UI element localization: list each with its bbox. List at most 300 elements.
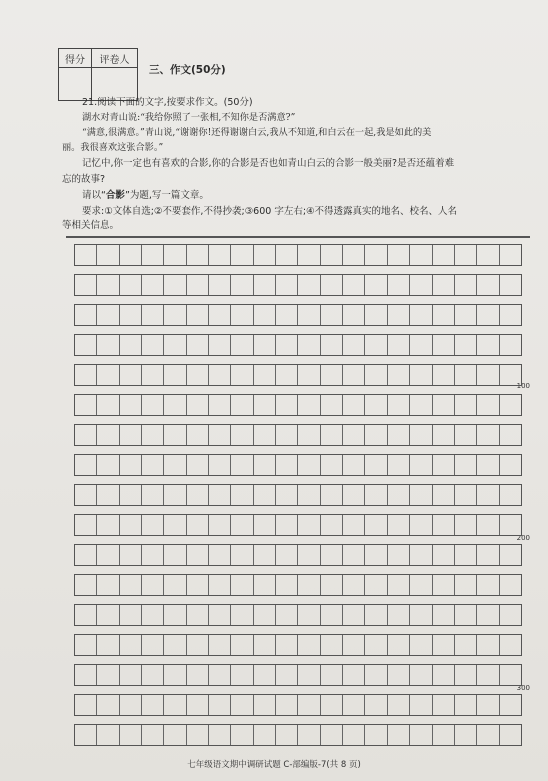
grid-cell[interactable] xyxy=(500,515,521,535)
grid-cell[interactable] xyxy=(410,275,432,295)
grid-cell[interactable] xyxy=(433,665,455,685)
grid-cell[interactable] xyxy=(231,365,253,385)
grid-cell[interactable] xyxy=(254,665,276,685)
grid-cell[interactable] xyxy=(254,515,276,535)
grid-cell[interactable] xyxy=(477,335,499,355)
grid-cell[interactable] xyxy=(298,395,320,415)
grid-cell[interactable] xyxy=(365,395,387,415)
grid-cell[interactable] xyxy=(97,395,119,415)
grid-cell[interactable] xyxy=(231,575,253,595)
grid-cell[interactable] xyxy=(343,515,365,535)
grid-cell[interactable] xyxy=(75,305,97,325)
grid-cell[interactable] xyxy=(365,635,387,655)
grid-cell[interactable] xyxy=(120,545,142,565)
grid-cell[interactable] xyxy=(410,695,432,715)
grid-cell[interactable] xyxy=(231,455,253,475)
grid-cell[interactable] xyxy=(142,455,164,475)
grid-cell[interactable] xyxy=(164,485,186,505)
grid-cell[interactable] xyxy=(455,695,477,715)
grid-cell[interactable] xyxy=(120,305,142,325)
grid-cell[interactable] xyxy=(477,305,499,325)
grid-cell[interactable] xyxy=(120,335,142,355)
grid-cell[interactable] xyxy=(410,725,432,745)
grid-cell[interactable] xyxy=(298,305,320,325)
grid-cell[interactable] xyxy=(477,515,499,535)
grid-cell[interactable] xyxy=(187,485,209,505)
grid-cell[interactable] xyxy=(410,635,432,655)
grid-cell[interactable] xyxy=(321,305,343,325)
grid-cell[interactable] xyxy=(142,695,164,715)
grid-cell[interactable] xyxy=(187,365,209,385)
grid-cell[interactable] xyxy=(343,305,365,325)
grid-cell[interactable] xyxy=(500,575,521,595)
grid-cell[interactable] xyxy=(455,545,477,565)
grid-cell[interactable] xyxy=(187,665,209,685)
grid-cell[interactable] xyxy=(388,515,410,535)
grid-cell[interactable] xyxy=(209,575,231,595)
grid-cell[interactable] xyxy=(164,665,186,685)
grid-cell[interactable] xyxy=(433,365,455,385)
grid-cell[interactable] xyxy=(75,545,97,565)
grid-cell[interactable] xyxy=(142,305,164,325)
grid-cell[interactable] xyxy=(231,665,253,685)
grid-cell[interactable] xyxy=(120,275,142,295)
grid-cell[interactable] xyxy=(97,635,119,655)
grid-cell[interactable] xyxy=(97,545,119,565)
grid-cell[interactable] xyxy=(343,365,365,385)
grid-cell[interactable] xyxy=(321,515,343,535)
grid-cell[interactable] xyxy=(343,545,365,565)
grid-cell[interactable] xyxy=(298,275,320,295)
grid-cell[interactable] xyxy=(209,395,231,415)
grid-cell[interactable] xyxy=(477,245,499,265)
grid-cell[interactable] xyxy=(120,695,142,715)
grid-cell[interactable] xyxy=(321,635,343,655)
grid-cell[interactable] xyxy=(120,725,142,745)
grid-cell[interactable] xyxy=(75,245,97,265)
grid-cell[interactable] xyxy=(388,695,410,715)
grid-cell[interactable] xyxy=(477,425,499,445)
grid-cell[interactable] xyxy=(231,275,253,295)
grid-cell[interactable] xyxy=(365,545,387,565)
grid-cell[interactable] xyxy=(142,725,164,745)
grid-cell[interactable] xyxy=(142,605,164,625)
grid-cell[interactable] xyxy=(120,365,142,385)
grid-cell[interactable] xyxy=(343,605,365,625)
grid-cell[interactable] xyxy=(254,545,276,565)
grid-cell[interactable] xyxy=(97,725,119,745)
grid-cell[interactable] xyxy=(209,425,231,445)
grid-cell[interactable] xyxy=(164,515,186,535)
grid-cell[interactable] xyxy=(298,245,320,265)
grid-cell[interactable] xyxy=(75,455,97,475)
grid-cell[interactable] xyxy=(365,365,387,385)
grid-cell[interactable] xyxy=(388,665,410,685)
grid-cell[interactable] xyxy=(276,395,298,415)
grid-cell[interactable] xyxy=(321,275,343,295)
grid-cell[interactable] xyxy=(120,395,142,415)
grid-cell[interactable] xyxy=(477,365,499,385)
grid-cell[interactable] xyxy=(321,485,343,505)
grid-cell[interactable] xyxy=(433,485,455,505)
grid-cell[interactable] xyxy=(343,635,365,655)
grid-cell[interactable] xyxy=(209,725,231,745)
grid-cell[interactable] xyxy=(164,545,186,565)
grid-cell[interactable] xyxy=(209,635,231,655)
grid-cell[interactable] xyxy=(209,305,231,325)
grid-cell[interactable] xyxy=(455,455,477,475)
grid-cell[interactable] xyxy=(142,335,164,355)
grid-cell[interactable] xyxy=(276,335,298,355)
grid-cell[interactable] xyxy=(97,605,119,625)
grid-cell[interactable] xyxy=(142,515,164,535)
grid-cell[interactable] xyxy=(500,545,521,565)
grid-cell[interactable] xyxy=(388,575,410,595)
grid-cell[interactable] xyxy=(388,455,410,475)
grid-cell[interactable] xyxy=(433,425,455,445)
grid-cell[interactable] xyxy=(298,515,320,535)
grid-cell[interactable] xyxy=(209,665,231,685)
grid-cell[interactable] xyxy=(75,665,97,685)
grid-cell[interactable] xyxy=(254,275,276,295)
grid-cell[interactable] xyxy=(321,395,343,415)
grid-cell[interactable] xyxy=(500,485,521,505)
grid-cell[interactable] xyxy=(75,725,97,745)
grid-cell[interactable] xyxy=(410,395,432,415)
grid-cell[interactable] xyxy=(388,635,410,655)
grid-cell[interactable] xyxy=(343,485,365,505)
grid-cell[interactable] xyxy=(209,485,231,505)
grid-cell[interactable] xyxy=(164,455,186,475)
grid-cell[interactable] xyxy=(365,725,387,745)
grid-cell[interactable] xyxy=(298,335,320,355)
grid-cell[interactable] xyxy=(142,395,164,415)
grid-cell[interactable] xyxy=(298,695,320,715)
grid-cell[interactable] xyxy=(410,665,432,685)
grid-cell[interactable] xyxy=(164,245,186,265)
grid-cell[interactable] xyxy=(254,365,276,385)
grid-cell[interactable] xyxy=(276,575,298,595)
grid-cell[interactable] xyxy=(254,425,276,445)
grid-cell[interactable] xyxy=(500,305,521,325)
grid-cell[interactable] xyxy=(455,395,477,415)
grid-cell[interactable] xyxy=(231,485,253,505)
grid-cell[interactable] xyxy=(410,305,432,325)
grid-cell[interactable] xyxy=(500,395,521,415)
grid-cell[interactable] xyxy=(433,305,455,325)
grid-cell[interactable] xyxy=(187,275,209,295)
grid-cell[interactable] xyxy=(97,485,119,505)
grid-cell[interactable] xyxy=(120,575,142,595)
grid-cell[interactable] xyxy=(209,245,231,265)
grid-cell[interactable] xyxy=(164,425,186,445)
grid-cell[interactable] xyxy=(298,545,320,565)
grid-cell[interactable] xyxy=(388,605,410,625)
grid-cell[interactable] xyxy=(120,515,142,535)
grid-cell[interactable] xyxy=(298,635,320,655)
grid-cell[interactable] xyxy=(254,725,276,745)
grid-cell[interactable] xyxy=(365,575,387,595)
grid-cell[interactable] xyxy=(433,725,455,745)
grid-cell[interactable] xyxy=(365,605,387,625)
grid-cell[interactable] xyxy=(276,425,298,445)
grid-cell[interactable] xyxy=(75,515,97,535)
grid-cell[interactable] xyxy=(343,575,365,595)
grid-cell[interactable] xyxy=(120,455,142,475)
grid-cell[interactable] xyxy=(410,455,432,475)
grid-cell[interactable] xyxy=(433,275,455,295)
grid-cell[interactable] xyxy=(209,455,231,475)
grid-cell[interactable] xyxy=(410,515,432,535)
grid-cell[interactable] xyxy=(231,515,253,535)
grid-cell[interactable] xyxy=(455,515,477,535)
grid-cell[interactable] xyxy=(455,305,477,325)
grid-cell[interactable] xyxy=(321,575,343,595)
grid-cell[interactable] xyxy=(276,305,298,325)
grid-cell[interactable] xyxy=(455,725,477,745)
grid-cell[interactable] xyxy=(455,245,477,265)
grid-cell[interactable] xyxy=(120,665,142,685)
grid-cell[interactable] xyxy=(209,605,231,625)
grid-cell[interactable] xyxy=(276,245,298,265)
grid-cell[interactable] xyxy=(97,515,119,535)
grid-cell[interactable] xyxy=(455,335,477,355)
grid-cell[interactable] xyxy=(321,455,343,475)
grid-cell[interactable] xyxy=(231,245,253,265)
grid-cell[interactable] xyxy=(209,275,231,295)
grid-cell[interactable] xyxy=(365,425,387,445)
grid-cell[interactable] xyxy=(142,545,164,565)
grid-cell[interactable] xyxy=(276,515,298,535)
grid-cell[interactable] xyxy=(455,425,477,445)
grid-cell[interactable] xyxy=(254,455,276,475)
grid-cell[interactable] xyxy=(321,335,343,355)
grid-cell[interactable] xyxy=(97,665,119,685)
grid-cell[interactable] xyxy=(75,605,97,625)
grid-cell[interactable] xyxy=(388,365,410,385)
grid-cell[interactable] xyxy=(410,365,432,385)
grid-cell[interactable] xyxy=(433,605,455,625)
grid-cell[interactable] xyxy=(75,335,97,355)
grid-cell[interactable] xyxy=(298,455,320,475)
grid-cell[interactable] xyxy=(321,245,343,265)
grid-cell[interactable] xyxy=(388,245,410,265)
grid-cell[interactable] xyxy=(388,305,410,325)
grid-cell[interactable] xyxy=(187,455,209,475)
grid-cell[interactable] xyxy=(477,725,499,745)
grid-cell[interactable] xyxy=(433,545,455,565)
grid-cell[interactable] xyxy=(388,545,410,565)
grid-cell[interactable] xyxy=(231,395,253,415)
grid-cell[interactable] xyxy=(477,455,499,475)
grid-cell[interactable] xyxy=(187,695,209,715)
grid-cell[interactable] xyxy=(187,545,209,565)
grid-cell[interactable] xyxy=(276,605,298,625)
grid-cell[interactable] xyxy=(97,425,119,445)
grid-cell[interactable] xyxy=(187,335,209,355)
grid-cell[interactable] xyxy=(410,335,432,355)
grid-cell[interactable] xyxy=(433,515,455,535)
grid-cell[interactable] xyxy=(477,395,499,415)
grid-cell[interactable] xyxy=(321,425,343,445)
grid-cell[interactable] xyxy=(477,545,499,565)
grid-cell[interactable] xyxy=(120,485,142,505)
grid-cell[interactable] xyxy=(187,425,209,445)
grid-cell[interactable] xyxy=(164,605,186,625)
grid-cell[interactable] xyxy=(187,605,209,625)
grid-cell[interactable] xyxy=(97,305,119,325)
grid-cell[interactable] xyxy=(298,425,320,445)
grid-cell[interactable] xyxy=(298,365,320,385)
grid-cell[interactable] xyxy=(388,425,410,445)
grid-cell[interactable] xyxy=(343,695,365,715)
grid-cell[interactable] xyxy=(164,395,186,415)
grid-cell[interactable] xyxy=(97,575,119,595)
grid-cell[interactable] xyxy=(321,665,343,685)
grid-cell[interactable] xyxy=(455,605,477,625)
grid-cell[interactable] xyxy=(410,425,432,445)
grid-cell[interactable] xyxy=(298,725,320,745)
grid-cell[interactable] xyxy=(164,305,186,325)
grid-cell[interactable] xyxy=(75,485,97,505)
grid-cell[interactable] xyxy=(276,695,298,715)
grid-cell[interactable] xyxy=(410,605,432,625)
grid-cell[interactable] xyxy=(254,395,276,415)
grid-cell[interactable] xyxy=(75,275,97,295)
grid-cell[interactable] xyxy=(500,425,521,445)
grid-cell[interactable] xyxy=(276,365,298,385)
grid-cell[interactable] xyxy=(276,725,298,745)
grid-cell[interactable] xyxy=(500,725,521,745)
grid-cell[interactable] xyxy=(120,605,142,625)
grid-cell[interactable] xyxy=(231,635,253,655)
grid-cell[interactable] xyxy=(164,365,186,385)
grid-cell[interactable] xyxy=(500,365,521,385)
grid-cell[interactable] xyxy=(276,455,298,475)
grid-cell[interactable] xyxy=(433,395,455,415)
grid-cell[interactable] xyxy=(500,455,521,475)
grid-cell[interactable] xyxy=(343,725,365,745)
grid-cell[interactable] xyxy=(410,245,432,265)
grid-cell[interactable] xyxy=(164,695,186,715)
grid-cell[interactable] xyxy=(254,695,276,715)
grid-cell[interactable] xyxy=(455,365,477,385)
grid-cell[interactable] xyxy=(500,245,521,265)
grid-cell[interactable] xyxy=(75,635,97,655)
grid-cell[interactable] xyxy=(254,605,276,625)
grid-cell[interactable] xyxy=(455,575,477,595)
grid-cell[interactable] xyxy=(97,335,119,355)
grid-cell[interactable] xyxy=(209,365,231,385)
grid-cell[interactable] xyxy=(433,455,455,475)
grid-cell[interactable] xyxy=(254,305,276,325)
grid-cell[interactable] xyxy=(477,485,499,505)
grid-cell[interactable] xyxy=(388,335,410,355)
grid-cell[interactable] xyxy=(500,665,521,685)
grid-cell[interactable] xyxy=(231,725,253,745)
grid-cell[interactable] xyxy=(97,695,119,715)
grid-cell[interactable] xyxy=(365,275,387,295)
grid-cell[interactable] xyxy=(187,395,209,415)
grid-cell[interactable] xyxy=(142,245,164,265)
grid-cell[interactable] xyxy=(388,485,410,505)
grid-cell[interactable] xyxy=(477,275,499,295)
grid-cell[interactable] xyxy=(276,545,298,565)
grid-cell[interactable] xyxy=(388,275,410,295)
grid-cell[interactable] xyxy=(321,605,343,625)
grid-cell[interactable] xyxy=(187,725,209,745)
grid-cell[interactable] xyxy=(187,575,209,595)
grid-cell[interactable] xyxy=(365,335,387,355)
grid-cell[interactable] xyxy=(477,665,499,685)
grid-cell[interactable] xyxy=(433,335,455,355)
grid-cell[interactable] xyxy=(433,575,455,595)
grid-cell[interactable] xyxy=(97,365,119,385)
grid-cell[interactable] xyxy=(120,635,142,655)
grid-cell[interactable] xyxy=(231,695,253,715)
grid-cell[interactable] xyxy=(209,545,231,565)
grid-cell[interactable] xyxy=(120,425,142,445)
grid-cell[interactable] xyxy=(388,725,410,745)
grid-cell[interactable] xyxy=(276,275,298,295)
grid-cell[interactable] xyxy=(455,485,477,505)
grid-cell[interactable] xyxy=(75,395,97,415)
grid-cell[interactable] xyxy=(343,665,365,685)
grid-cell[interactable] xyxy=(187,305,209,325)
grid-cell[interactable] xyxy=(365,485,387,505)
grid-cell[interactable] xyxy=(164,575,186,595)
grid-cell[interactable] xyxy=(433,695,455,715)
grid-cell[interactable] xyxy=(365,515,387,535)
grid-cell[interactable] xyxy=(321,545,343,565)
grid-cell[interactable] xyxy=(477,605,499,625)
grid-cell[interactable] xyxy=(343,425,365,445)
grid-cell[interactable] xyxy=(500,275,521,295)
grid-cell[interactable] xyxy=(254,635,276,655)
grid-cell[interactable] xyxy=(209,335,231,355)
grid-cell[interactable] xyxy=(276,635,298,655)
grid-cell[interactable] xyxy=(75,695,97,715)
grid-cell[interactable] xyxy=(343,335,365,355)
grid-cell[interactable] xyxy=(410,485,432,505)
grid-cell[interactable] xyxy=(164,725,186,745)
grid-cell[interactable] xyxy=(97,245,119,265)
grid-cell[interactable] xyxy=(500,695,521,715)
grid-cell[interactable] xyxy=(388,395,410,415)
grid-cell[interactable] xyxy=(276,665,298,685)
grid-cell[interactable] xyxy=(254,335,276,355)
grid-cell[interactable] xyxy=(321,365,343,385)
grid-cell[interactable] xyxy=(209,695,231,715)
grid-cell[interactable] xyxy=(500,335,521,355)
grid-cell[interactable] xyxy=(365,665,387,685)
grid-cell[interactable] xyxy=(187,245,209,265)
grid-cell[interactable] xyxy=(142,485,164,505)
grid-cell[interactable] xyxy=(455,635,477,655)
grid-cell[interactable] xyxy=(365,455,387,475)
grid-cell[interactable] xyxy=(142,275,164,295)
grid-cell[interactable] xyxy=(209,515,231,535)
grid-cell[interactable] xyxy=(365,305,387,325)
grid-cell[interactable] xyxy=(75,425,97,445)
grid-cell[interactable] xyxy=(231,545,253,565)
grid-cell[interactable] xyxy=(142,635,164,655)
grid-cell[interactable] xyxy=(164,635,186,655)
grid-cell[interactable] xyxy=(321,695,343,715)
grid-cell[interactable] xyxy=(365,245,387,265)
grid-cell[interactable] xyxy=(164,335,186,355)
grid-cell[interactable] xyxy=(254,245,276,265)
